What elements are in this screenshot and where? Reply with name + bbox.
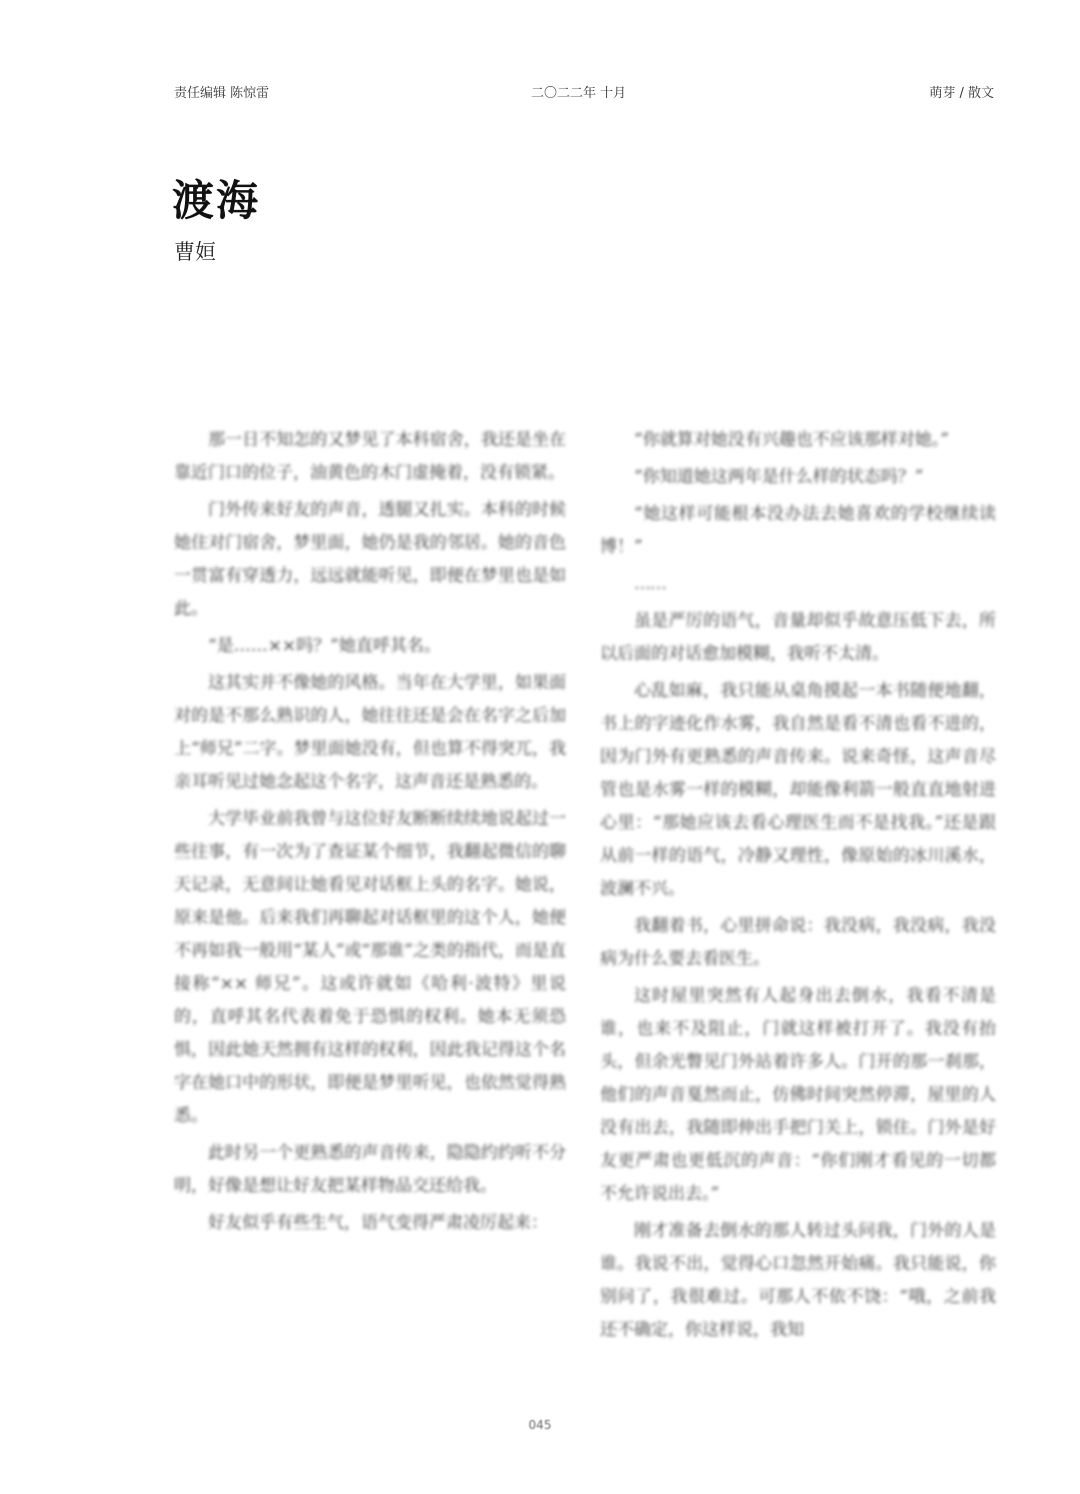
paragraph: 我翻着书，心里拼命说：我没病，我没病，我没病为什么要去看医生。 <box>600 916 996 969</box>
paragraph: 门外传来好友的声音，透腿又扎实。本科的时候她住对门宿舍，梦里面，她仍是我的邻居。她的音色一贯富有穿透力，远远就能听见，即便在梦里也是如此。 <box>174 500 566 619</box>
paragraph: 刚才准备去倒水的那人转过头问我，门外的人是谁。我说不出，觉得心口忽然开始痛。我只能说，你别问了，我很难过。可那人不依不饶：“哦，之前我还不确定，你这样说，我知 <box>600 1221 996 1340</box>
paragraph: 好友似乎有些生气，语气变得严肃凌厉起来： <box>208 1213 548 1233</box>
body-column-left <box>174 424 566 1244</box>
paragraph: 心乱如麻，我只能从桌角摸起一本书随便地翻，书上的字迹化作水雾，我自然是看不清也看不进的，因为门外有更熟悉的声音传来。说来奇怪，这声音尽管也是水雾一样的模糊，却能像利箭一般直直地射进心里：“那她应该去看心理医生而不是找我。”还是跟从前一样的语气，冷静又理性，像原始的冰川溪水，波澜不兴。 <box>600 681 996 899</box>
paragraph: “是……××吗？”她直呼其名。 <box>208 636 441 656</box>
body-column-right <box>600 424 996 1351</box>
page-number: 045 <box>528 1418 552 1432</box>
paragraph: 此时另一个更熟悉的声音传来，隐隐约约听不分明，好像是想让好友把某样物品交还给我。 <box>174 1143 566 1196</box>
article-title: 渡海 <box>172 176 261 225</box>
editor-credit: 责任编辑 陈惊雷 <box>174 86 270 101</box>
paragraph: 这其实并不像她的风格。当年在大学里，如果面对的是不那么熟识的人，她往往还是会在名字之后加上“师兄”二字。梦里面她没有，但也算不得突兀，我亲耳听见过她念起这个名字，这声音还是熟悉的。 <box>174 673 566 792</box>
running-header <box>174 82 994 104</box>
article-author: 曹姮 <box>174 240 216 264</box>
paragraph: 大学毕业前我曾与这位好友断断续续地说起过一些往事，有一次为了查证某个细节，我翻起微信的聊天记录，无意间让她看见对话框上头的名字。她说，原来是他。后来我们再聊起对话框里的这个人，她便不再如我一般用“某人”或“那谁”之类的指代，而是直接称“×× 师兄”。这或许就如《哈利·波特》里说的，直呼其名代表着免于恐惧的权利。她本无须恐惧，因此她天然拥有这样的权利，因此我记得这个名字在她口中的形状，即便是梦里听见，也依然觉得熟悉。 <box>174 809 566 1126</box>
section-label: 萌芽 / 散文 <box>929 86 994 101</box>
paragraph: 那一日不知怎的又梦见了本科宿舍，我还是坐在靠近门口的位子，油黄色的木门虚掩着，没有锁紧。 <box>174 430 566 483</box>
paragraph: “你知道她这两年是什么样的状态吗？” <box>634 467 924 487</box>
ellipsis-line: …… <box>634 574 666 594</box>
paragraph: “你就算对她没有兴趣也不应该那样对她。” <box>634 430 949 450</box>
paragraph: 虽是严厉的语气，音量却似乎故意压低下去，所以后面的对话愈加模糊，我听不太清。 <box>600 611 996 664</box>
issue-date: 二〇二二年 十月 <box>531 86 627 101</box>
paragraph: 这时屋里突然有人起身出去倒水，我看不清是谁，也来不及阻止，门就这样被打开了。我没有抬头，但余光瞥见门外站着许多人。门开的那一刹那，他们的声音戛然而止，仿佛时间突然停滞，屋里的人没有出去，我随即伸出手把门关上，锁住。门外是好友更严肃也更低沉的声音：“你们刚才看见的一切都不允许说出去。” <box>600 986 996 1204</box>
paragraph: “她这样可能根本没办法去她喜欢的学校继续读博！” <box>600 504 996 557</box>
